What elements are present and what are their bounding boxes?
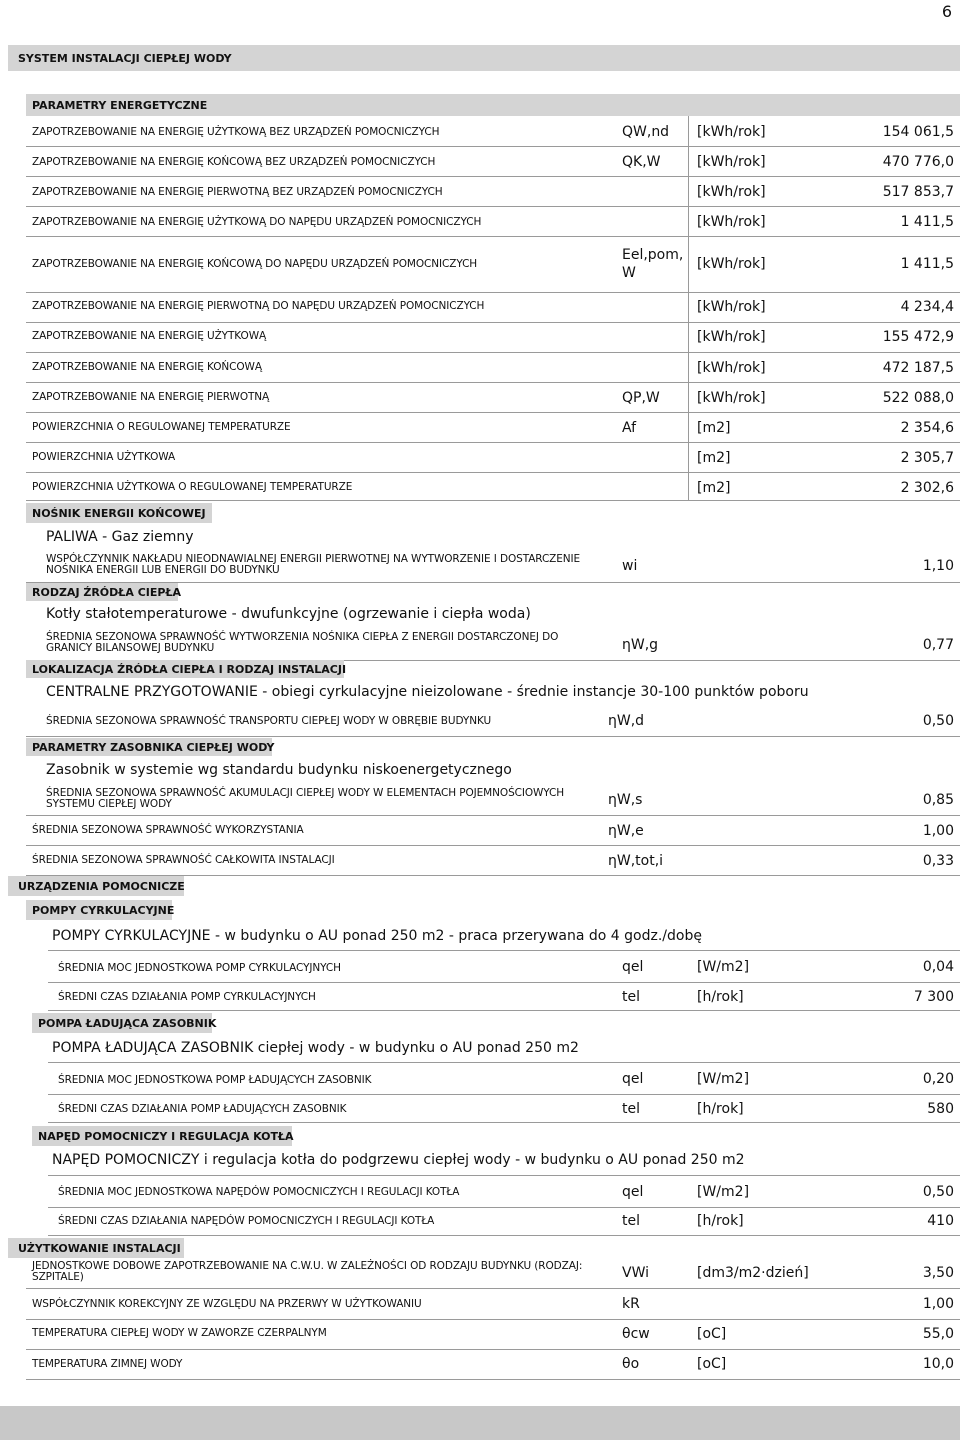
location-symbol: ηW,d [608, 713, 645, 729]
row-symbol: Af [622, 420, 637, 436]
row-value: 0,50 [922, 1184, 954, 1200]
table-row [48, 952, 960, 983]
table-row [26, 845, 960, 876]
row-label: ŚREDNIA SEZONOWA SPRAWNOŚĆ CAŁKOWITA INSTALACJI [32, 854, 335, 866]
pumps-description: POMPY CYRKULACYJNE - w budynku o AU ponad 250 m2 - praca przerywana do 4 godz./dobę [52, 928, 702, 944]
row-unit: [kWh/rok] [697, 390, 766, 406]
table-row [26, 1319, 960, 1350]
table-row [26, 382, 960, 413]
table-row [26, 442, 960, 473]
location-description: CENTRALNE PRZYGOTOWANIE - obiegi cyrkulacyjne nieizolowane - średnie instancje 30-100 punktów poboru [46, 684, 809, 700]
row-symbol: θo [622, 1356, 640, 1372]
aux-header: URZĄDZENIA POMOCNICZE [18, 880, 185, 893]
location-value: 0,50 [922, 713, 954, 729]
row-value: 1 411,5 [900, 214, 954, 230]
row-value: 1 411,5 [900, 256, 954, 272]
location-header-bar [26, 660, 347, 678]
row-unit: [kWh/rok] [697, 184, 766, 200]
row-label: POWIERZCHNIA UŻYTKOWA [32, 451, 176, 463]
row-unit: [h/rok] [697, 989, 744, 1005]
row-symbol: θcw [622, 1326, 650, 1342]
row-label: ŚREDNIA MOC JEDNOSTKOWA NAPĘDÓW POMOCNICZYCH I REGULACJI KOTŁA [58, 1186, 460, 1198]
loading-header: POMPA ŁADUJĄCA ZASOBNIK [38, 1017, 217, 1030]
row-symbol: QP,W [622, 390, 660, 406]
row-unit: [h/rok] [697, 1213, 744, 1229]
row-label: ZAPOTRZEBOWANIE NA ENERGIĘ PIERWOTNĄ [32, 391, 270, 403]
row-value: 410 [927, 1213, 954, 1229]
usage-label: JEDNOSTKOWE DOBOWE ZAPOTRZEBOWANIE NA C.W.U. W ZALEŻNOŚCI OD RODZAJU BUDYNKU (RODZAJ: SZPITALE) [32, 1260, 583, 1283]
pumps-header: POMPY CYRKULACYJNE [32, 904, 175, 917]
loading-header-bar [32, 1013, 217, 1033]
carrier-value: 1,10 [922, 558, 954, 574]
carrier-header-bar [26, 503, 212, 523]
row-unit: [oC] [697, 1356, 727, 1372]
row-value: 522 088,0 [882, 390, 954, 406]
row-symbol: kR [622, 1296, 640, 1312]
row-value: 4 234,4 [900, 299, 954, 315]
usage-header-bar [8, 1238, 184, 1258]
row-symbol: qel [622, 1071, 644, 1087]
storage-value: 0,85 [922, 792, 954, 808]
storage-header-bar [26, 738, 275, 756]
source-header-bar [26, 583, 182, 601]
row-label: ZAPOTRZEBOWANIE NA ENERGIĘ PIERWOTNĄ BEZ URZĄDZEŃ POMOCNICZYCH [32, 186, 443, 198]
row-label: ŚREDNI CZAS DZIAŁANIA POMP ŁADUJĄCYCH ZASOBNIK [58, 1103, 347, 1115]
footer-bar [0, 1406, 960, 1440]
row-label: ŚREDNIA SEZONOWA SPRAWNOŚĆ WYKORZYSTANIA [32, 824, 304, 836]
table-row [26, 352, 960, 383]
table-row [48, 982, 960, 1011]
row-value: 10,0 [922, 1356, 954, 1372]
table-row [26, 146, 960, 177]
row-value: 7 300 [913, 989, 954, 1005]
row-value: 55,0 [922, 1326, 954, 1342]
row-value: 1,00 [922, 1296, 954, 1312]
drive-header: NAPĘD POMOCNICZY I REGULACJA KOTŁA [38, 1130, 294, 1143]
source-description: Kotły stałotemperaturowe - dwufunkcyjne (ogrzewanie i ciepła woda) [46, 606, 531, 622]
row-symbol: qel [622, 1184, 644, 1200]
row-symbol: tel [622, 989, 640, 1005]
row-value: 472 187,5 [882, 360, 954, 376]
row-label: ŚREDNI CZAS DZIAŁANIA NAPĘDÓW POMOCNICZYCH I REGULACJI KOTŁA [58, 1215, 435, 1227]
pumps-header-bar [26, 900, 175, 920]
row-label: POWIERZCHNIA UŻYTKOWA O REGULOWANEJ TEMPERATURZE [32, 481, 353, 493]
row-symbol: Eel,pom, W [622, 247, 684, 281]
row-label: ZAPOTRZEBOWANIE NA ENERGIĘ KOŃCOWĄ DO NAPĘDU URZĄDZEŃ POMOCNICZYCH [32, 258, 478, 270]
table-row [26, 176, 960, 207]
table-row [26, 412, 960, 443]
row-value: 2 305,7 [900, 450, 954, 466]
row-label: ZAPOTRZEBOWANIE NA ENERGIĘ KOŃCOWĄ BEZ URZĄDZEŃ POMOCNICZYCH [32, 156, 436, 168]
row-unit: [oC] [697, 1326, 727, 1342]
storage-description: Zasobnik w systemie wg standardu budynku niskoenergetycznego [46, 762, 512, 778]
row-symbol: ηW,e [608, 823, 644, 839]
row-label: ZAPOTRZEBOWANIE NA ENERGIĘ PIERWOTNĄ DO NAPĘDU URZĄDZEŃ POMOCNICZYCH [32, 300, 485, 312]
row-unit: [kWh/rok] [697, 124, 766, 140]
table-row [48, 1207, 960, 1236]
section-title: SYSTEM INSTALACJI CIEPŁEJ WODY [18, 52, 232, 65]
carrier-header: NOŚNIK ENERGII KOŃCOWEJ [32, 507, 206, 520]
divider [48, 1175, 960, 1176]
table-row [26, 322, 960, 353]
row-unit: [m2] [697, 420, 731, 436]
row-value: 470 776,0 [882, 154, 954, 170]
row-label: WSPÓŁCZYNNIK KOREKCYJNY ZE WZGLĘDU NA PRZERWY W UŻYTKOWANIU [32, 1298, 422, 1310]
carrier-label: WSPÓŁCZYNNIK NAKŁADU NIEODNAWIALNEJ ENERGII PIERWOTNEJ NA WYTWORZENIE I DOSTARCZENIE NOŚNIKA ENERGII LUB ENERGII DO BUDYNKU [46, 553, 581, 576]
location-label: ŚREDNIA SEZONOWA SPRAWNOŚĆ TRANSPORTU CIEPŁEJ WODY W OBRĘBIE BUDYNKU [46, 715, 492, 727]
drive-header-bar [32, 1126, 292, 1146]
location-header: LOKALIZACJA ŹRÓDŁA CIEPŁA I RODZAJ INSTALACJI [32, 663, 347, 676]
table-row [48, 1064, 960, 1095]
row-unit: [kWh/rok] [697, 299, 766, 315]
storage-label: ŚREDNIA SEZONOWA SPRAWNOŚĆ AKUMULACJI CIEPŁEJ WODY W ELEMENTACH POJEMNOŚCIOWYCH SYSTEMU CIEPŁEJ WODY [46, 787, 565, 810]
table-row [26, 472, 960, 501]
table-row [26, 815, 960, 846]
row-label: ŚREDNIA MOC JEDNOSTKOWA POMP ŁADUJĄCYCH ZASOBNIK [58, 1074, 372, 1086]
row-value: 154 061,5 [882, 124, 954, 140]
source-header: RODZAJ ŹRÓDŁA CIEPŁA [32, 586, 182, 599]
row-label: ŚREDNI CZAS DZIAŁANIA POMP CYRKULACYJNYCH [58, 991, 316, 1003]
row-symbol: qel [622, 959, 644, 975]
table-row [26, 236, 960, 293]
table-row [26, 206, 960, 237]
usage-header: UŻYTKOWANIE INSTALACJI [18, 1242, 181, 1255]
row-value: 0,33 [922, 853, 954, 869]
row-symbol: tel [622, 1213, 640, 1229]
row-label: ZAPOTRZEBOWANIE NA ENERGIĘ KOŃCOWĄ [32, 361, 262, 373]
row-unit: [W/m2] [697, 959, 750, 975]
row-unit: [W/m2] [697, 1184, 750, 1200]
row-symbol: QK,W [622, 154, 661, 170]
usage-value: 3,50 [922, 1265, 954, 1281]
row-unit: [kWh/rok] [697, 154, 766, 170]
row-value: 2 302,6 [900, 480, 954, 496]
row-unit: [m2] [697, 450, 731, 466]
source-symbol: ηW,g [622, 637, 659, 653]
row-symbol: tel [622, 1101, 640, 1117]
table-row [26, 116, 960, 147]
drive-description: NAPĘD POMOCNICZY i regulacja kotła do podgrzewu ciepłej wody - w budynku o AU ponad 250 m2 [52, 1152, 745, 1168]
carrier-description: PALIWA - Gaz ziemny [46, 529, 194, 545]
usage-symbol: VWi [622, 1265, 650, 1281]
row-value: 580 [927, 1101, 954, 1117]
row-label: ZAPOTRZEBOWANIE NA ENERGIĘ UŻYTKOWĄ [32, 330, 267, 342]
row-unit: [m2] [697, 480, 731, 496]
divider [48, 1062, 960, 1063]
row-value: 0,20 [922, 1071, 954, 1087]
loading-description: POMPA ŁADUJĄCA ZASOBNIK ciepłej wody - w budynku o AU ponad 250 m2 [52, 1040, 579, 1056]
storage-symbol: ηW,s [608, 792, 643, 808]
table-row [26, 1349, 960, 1380]
row-value: 155 472,9 [882, 329, 954, 345]
row-label: TEMPERATURA CIEPŁEJ WODY W ZAWORZE CZERPALNYM [32, 1327, 327, 1339]
section-title-bar [8, 45, 960, 71]
row-label: ZAPOTRZEBOWANIE NA ENERGIĘ UŻYTKOWĄ DO NAPĘDU URZĄDZEŃ POMOCNICZYCH [32, 216, 482, 228]
row-unit: [kWh/rok] [697, 256, 766, 272]
row-symbol: ηW,tot,i [608, 853, 664, 869]
row-value: 517 853,7 [882, 184, 954, 200]
table-row [26, 1289, 960, 1320]
row-unit: [kWh/rok] [697, 214, 766, 230]
carrier-symbol: wi [622, 558, 638, 574]
energy-header-bar [26, 94, 960, 116]
row-value: 2 354,6 [900, 420, 954, 436]
table-row [48, 1177, 960, 1208]
row-unit: [h/rok] [697, 1101, 744, 1117]
page-number: 6 [941, 2, 952, 21]
source-label: ŚREDNIA SEZONOWA SPRAWNOŚĆ WYTWORZENIA NOŚNIKA CIEPŁA Z ENERGII DOSTARCZONEJ DO GRANICY BILANSOWEJ BUDYNKU [46, 631, 559, 654]
row-value: 0,04 [922, 959, 954, 975]
row-value: 1,00 [922, 823, 954, 839]
divider [48, 950, 960, 951]
aux-header-bar [8, 876, 184, 896]
divider [26, 736, 960, 737]
row-label: POWIERZCHNIA O REGULOWANEJ TEMPERATURZE [32, 421, 291, 433]
row-label: ZAPOTRZEBOWANIE NA ENERGIĘ UŻYTKOWĄ BEZ URZĄDZEŃ POMOCNICZYCH [32, 126, 440, 138]
row-unit: [kWh/rok] [697, 329, 766, 345]
source-value: 0,77 [922, 637, 954, 653]
row-unit: [W/m2] [697, 1071, 750, 1087]
row-symbol: QW,nd [622, 124, 670, 140]
storage-header: PARAMETRY ZASOBNIKA CIEPŁEJ WODY [32, 741, 275, 754]
usage-unit: [dm3/m2·dzień] [697, 1265, 809, 1281]
table-row [48, 1094, 960, 1123]
table-row [26, 292, 960, 323]
row-label: TEMPERATURA ZIMNEJ WODY [32, 1358, 183, 1370]
energy-header: PARAMETRY ENERGETYCZNE [32, 99, 208, 112]
row-unit: [kWh/rok] [697, 360, 766, 376]
row-label: ŚREDNIA MOC JEDNOSTKOWA POMP CYRKULACYJNYCH [58, 962, 341, 974]
